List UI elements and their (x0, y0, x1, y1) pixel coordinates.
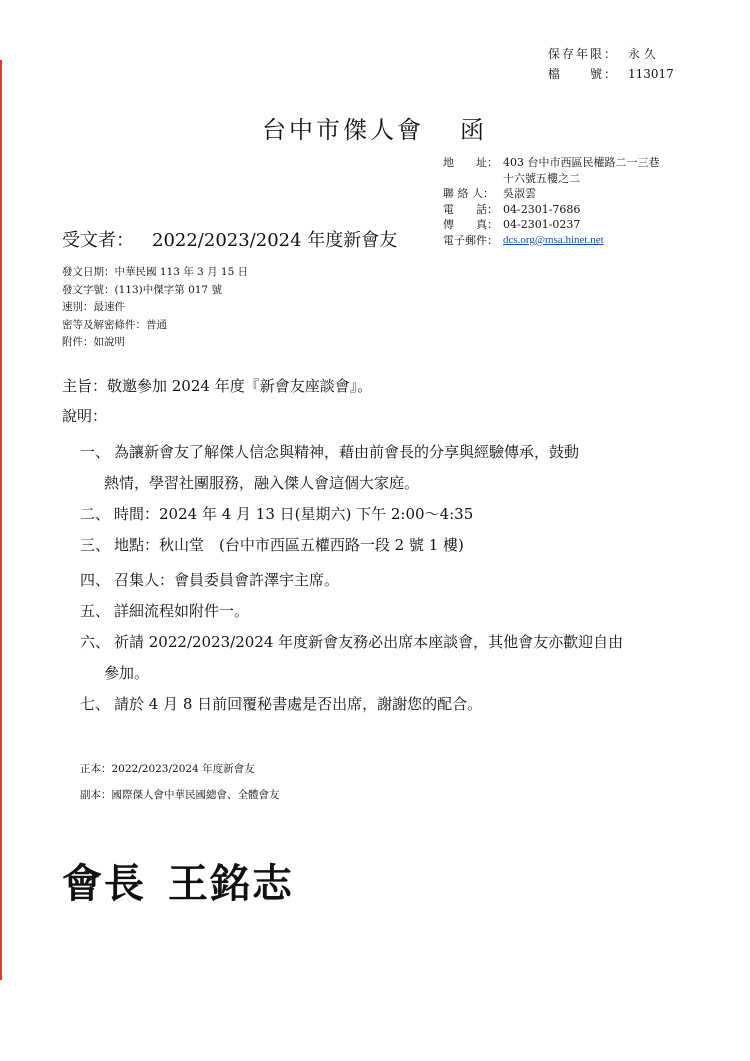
list-item (80, 437, 623, 468)
dispatch-date: 發文日期：中華民國 113 年 3 月 15 日 (62, 266, 249, 278)
phone-value: 04-2301-7686 (503, 202, 581, 216)
contact-person-value: 吳淑雲 (503, 187, 536, 201)
dispatch-number: 發文字號：(113)中傑字第 017 號 (62, 283, 222, 296)
list-item-text: 詳細流程如附件一。 (114, 602, 250, 620)
signature-block (62, 852, 294, 909)
list-item-continuation: 參加。 (104, 664, 150, 682)
list-item-number: 六、 (80, 633, 111, 651)
recipient-line (62, 226, 397, 252)
distribution-list (80, 756, 280, 808)
list-item (80, 627, 623, 658)
list-item-number: 七、 (80, 695, 111, 713)
list-item-number: 四、 (80, 571, 111, 589)
address-line-2: 十六號五樓之二 (503, 171, 580, 185)
list-item-text: 地點：秋山堂 (台中市西區五權西路一段 2 號 1 樓) (114, 536, 464, 554)
document-type: 函 (460, 116, 487, 144)
dispatch-meta (62, 264, 248, 352)
list-item (80, 530, 623, 561)
phone-label: 電 話： (443, 202, 498, 216)
address-label: 地 址： (443, 156, 498, 169)
list-item (80, 499, 623, 530)
contact-person-label: 聯 絡 人： (443, 187, 494, 201)
list-item-number: 三、 (80, 536, 111, 554)
recipient-label: 受文者： (62, 230, 134, 251)
list-item-text: 祈請 2022/2023/2024 年度新會友務必出席本座談會，其他會友亦歡迎自由 (114, 633, 624, 651)
address-line-1: 403 台中市西區民權路二一三巷 (503, 156, 660, 169)
explanation-list (80, 437, 623, 720)
attachment-note: 附件：如說明 (62, 336, 125, 349)
retention-value: 永 久 (628, 47, 656, 61)
recipient-value: 2022/2023/2024 年度新會友 (152, 230, 398, 251)
list-item-text: 為讓新會友了解傑人信念與精神，藉由前會長的分享與經驗傳承，鼓動 (114, 443, 580, 461)
original-recipient: 正本：2022/2023/2024 年度新會友 (80, 763, 255, 775)
explanation-label: 說明： (62, 407, 108, 425)
list-item-continuation: 熱情，學習社團服務，融入傑人會這個大家庭。 (104, 474, 420, 492)
file-number-label: 檔 號： (548, 67, 619, 81)
delivery-speed: 速別：最速件 (62, 301, 125, 314)
email-label: 電子郵件： (443, 233, 498, 247)
list-item-number: 二、 (80, 505, 111, 523)
document-title (262, 110, 487, 145)
file-number-value: 113017 (628, 67, 674, 81)
list-item-number: 五、 (80, 602, 111, 620)
list-item-text: 時間：2024 年 4 月 13 日(星期六) 下午 2:00～4:35 (114, 505, 474, 523)
copy-recipient: 副本：國際傑人會中華民國總會、全體會友 (80, 789, 280, 801)
signature-name: 王銘志 (168, 861, 294, 907)
list-item-text: 請於 4 月 8 日前回覆秘書處是否出席，謝謝您的配合。 (114, 695, 483, 713)
retention-info (548, 44, 674, 84)
fax-value: 04-2301-0237 (503, 218, 581, 232)
retention-label: 保存年限： (548, 47, 619, 61)
page-edge-mark (0, 60, 2, 980)
signature-title: 會長 (62, 861, 146, 907)
secrecy-level: 密等及解密條件：普通 (62, 318, 167, 331)
fax-label: 傳 真： (443, 218, 498, 232)
contact-block (443, 155, 660, 249)
list-item (80, 565, 623, 596)
list-item (80, 689, 623, 720)
organization-name: 台中市傑人會 (262, 116, 424, 144)
list-item-text: 召集人：會員委員會許澤宇主席。 (114, 571, 340, 589)
email-link[interactable]: dcs.org@msa.hinet.net (503, 233, 604, 246)
list-item-number: 一、 (80, 443, 111, 461)
subject-line: 主旨：敬邀參加 2024 年度『新會友座談會』。 (62, 377, 373, 395)
list-item (80, 596, 623, 627)
